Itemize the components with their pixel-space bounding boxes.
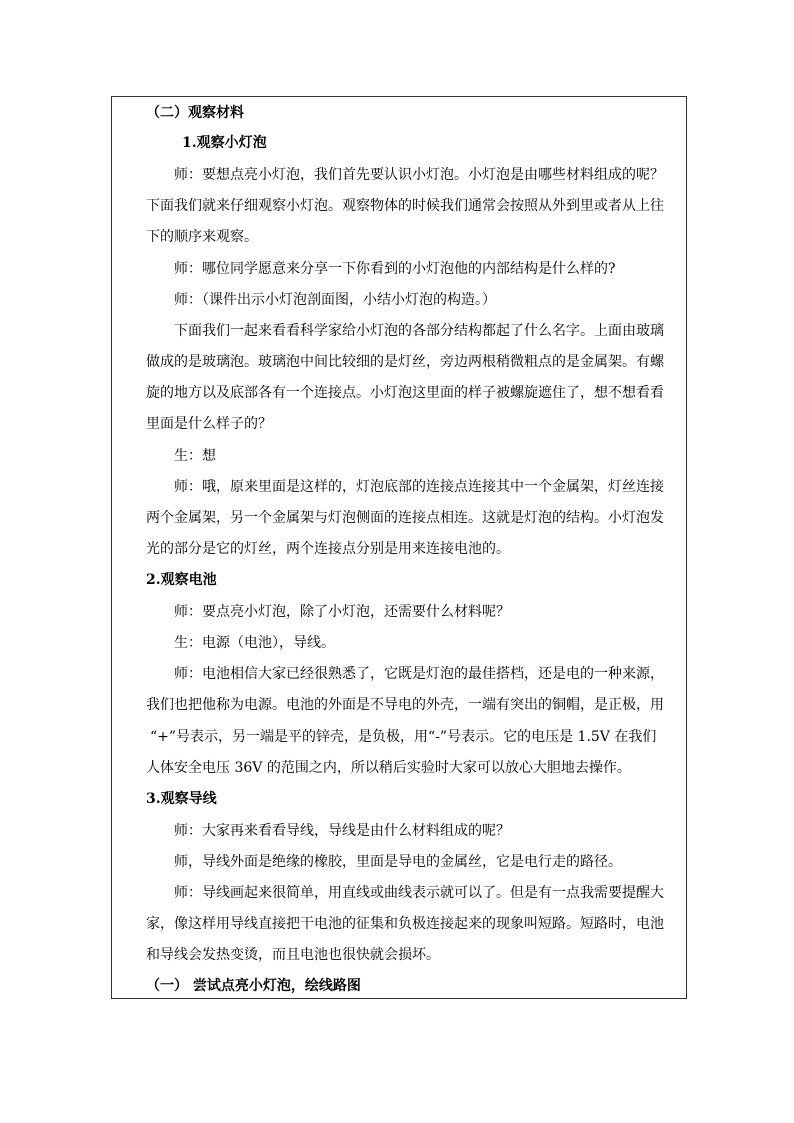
paragraph-line: 生：想 [174,448,216,464]
heading-observe-battery: 2.观察电池 [146,572,217,588]
paragraph-line: 师，导线外面是绝缘的橡胶，里面是导电的金属丝，它是电行走的路径。 [174,854,622,870]
paragraph-line: 下面我们一起来看看科学家给小灯泡的各部分结构都起了什么名字。上面由玻璃 [174,323,664,339]
paragraph-line: 家，像这样用导线直接把干电池的征集和负极连接起来的现象叫短路。短路时，电池 [146,916,664,932]
paragraph-line: 生：电源（电池），导线。 [174,635,335,651]
paragraph-line: “+”号表示，另一端是平的锌壳，是负极，用“-”号表示。它的电压是 1.5V 在我们 [150,729,657,745]
paragraph-line: 师：大家再来看看导线，导线是由什么材料组成的呢？ [174,823,510,839]
paragraph-line: 师：电池相信大家已经很熟悉了，它既是灯泡的最佳搭档，还是电的一种来源， [174,666,664,682]
paragraph-line: 下的顺序来观察。 [146,229,258,245]
paragraph-line: 人体安全电压 36V 的范围之内，所以稍后实验时大家可以放心大胆地去操作。 [146,760,631,776]
paragraph-line: 师：要点亮小灯泡，除了小灯泡，还需要什么材料呢？ [174,604,510,620]
heading-observe-wire: 3.观察导线 [146,791,217,807]
paragraph-line: 师：哦，原来里面是这样的，灯泡底部的连接点连接其中一个金属架，灯丝连接 [174,479,664,495]
paragraph-line: 里面是什么样子的？ [146,416,272,432]
heading-observe-bulb: 1.观察小灯泡 [182,135,267,151]
section-heading-try-light-bulb: （一） 尝试点亮小灯泡，绘线路图 [146,978,361,994]
paragraph-line: 下面我们就来仔细观察小灯泡。观察物体的时候我们通常会按照从外到里或者从上往 [146,198,664,214]
paragraph-line: 做成的是玻璃泡。玻璃泡中间比较细的是灯丝，旁边两根稍微粗点的是金属架。有螺 [146,354,664,370]
paragraph-line: 两个金属架，另一个金属架与灯泡侧面的连接点相连。这就是灯泡的结构。小灯泡发 [146,510,664,526]
paragraph-line: 和导线会发热变烫，而且电池也很快就会损坏。 [146,947,440,963]
paragraph-line: 我们也把他称为电源。电池的外面是不导电的外壳，一端有突出的铜帽，是正极，用 [146,697,664,713]
paragraph-line: 师：要想点亮小灯泡，我们首先要认识小灯泡。小灯泡是由哪些材料组成的呢？ [174,167,664,183]
paragraph-line: 师：导线画起来很简单，用直线或曲线表示就可以了。但是有一点我需要提醒大 [174,885,664,901]
paragraph-line: 师：哪位同学愿意来分享一下你看到的小灯泡他的内部结构是什么样的? [174,261,616,277]
paragraph-line: 旋的地方以及底部各有一个连接点。小灯泡这里面的样子被螺旋遮住了，想不想看看 [146,385,664,401]
paragraph-line: 光的部分是它的灯丝，两个连接点分别是用来连接电池的。 [146,541,510,557]
paragraph-line: 师：（课件出示小灯泡剖面图，小结小灯泡的构造。） [174,292,496,308]
section-heading-observe-materials: （二）观察材料 [146,105,244,121]
